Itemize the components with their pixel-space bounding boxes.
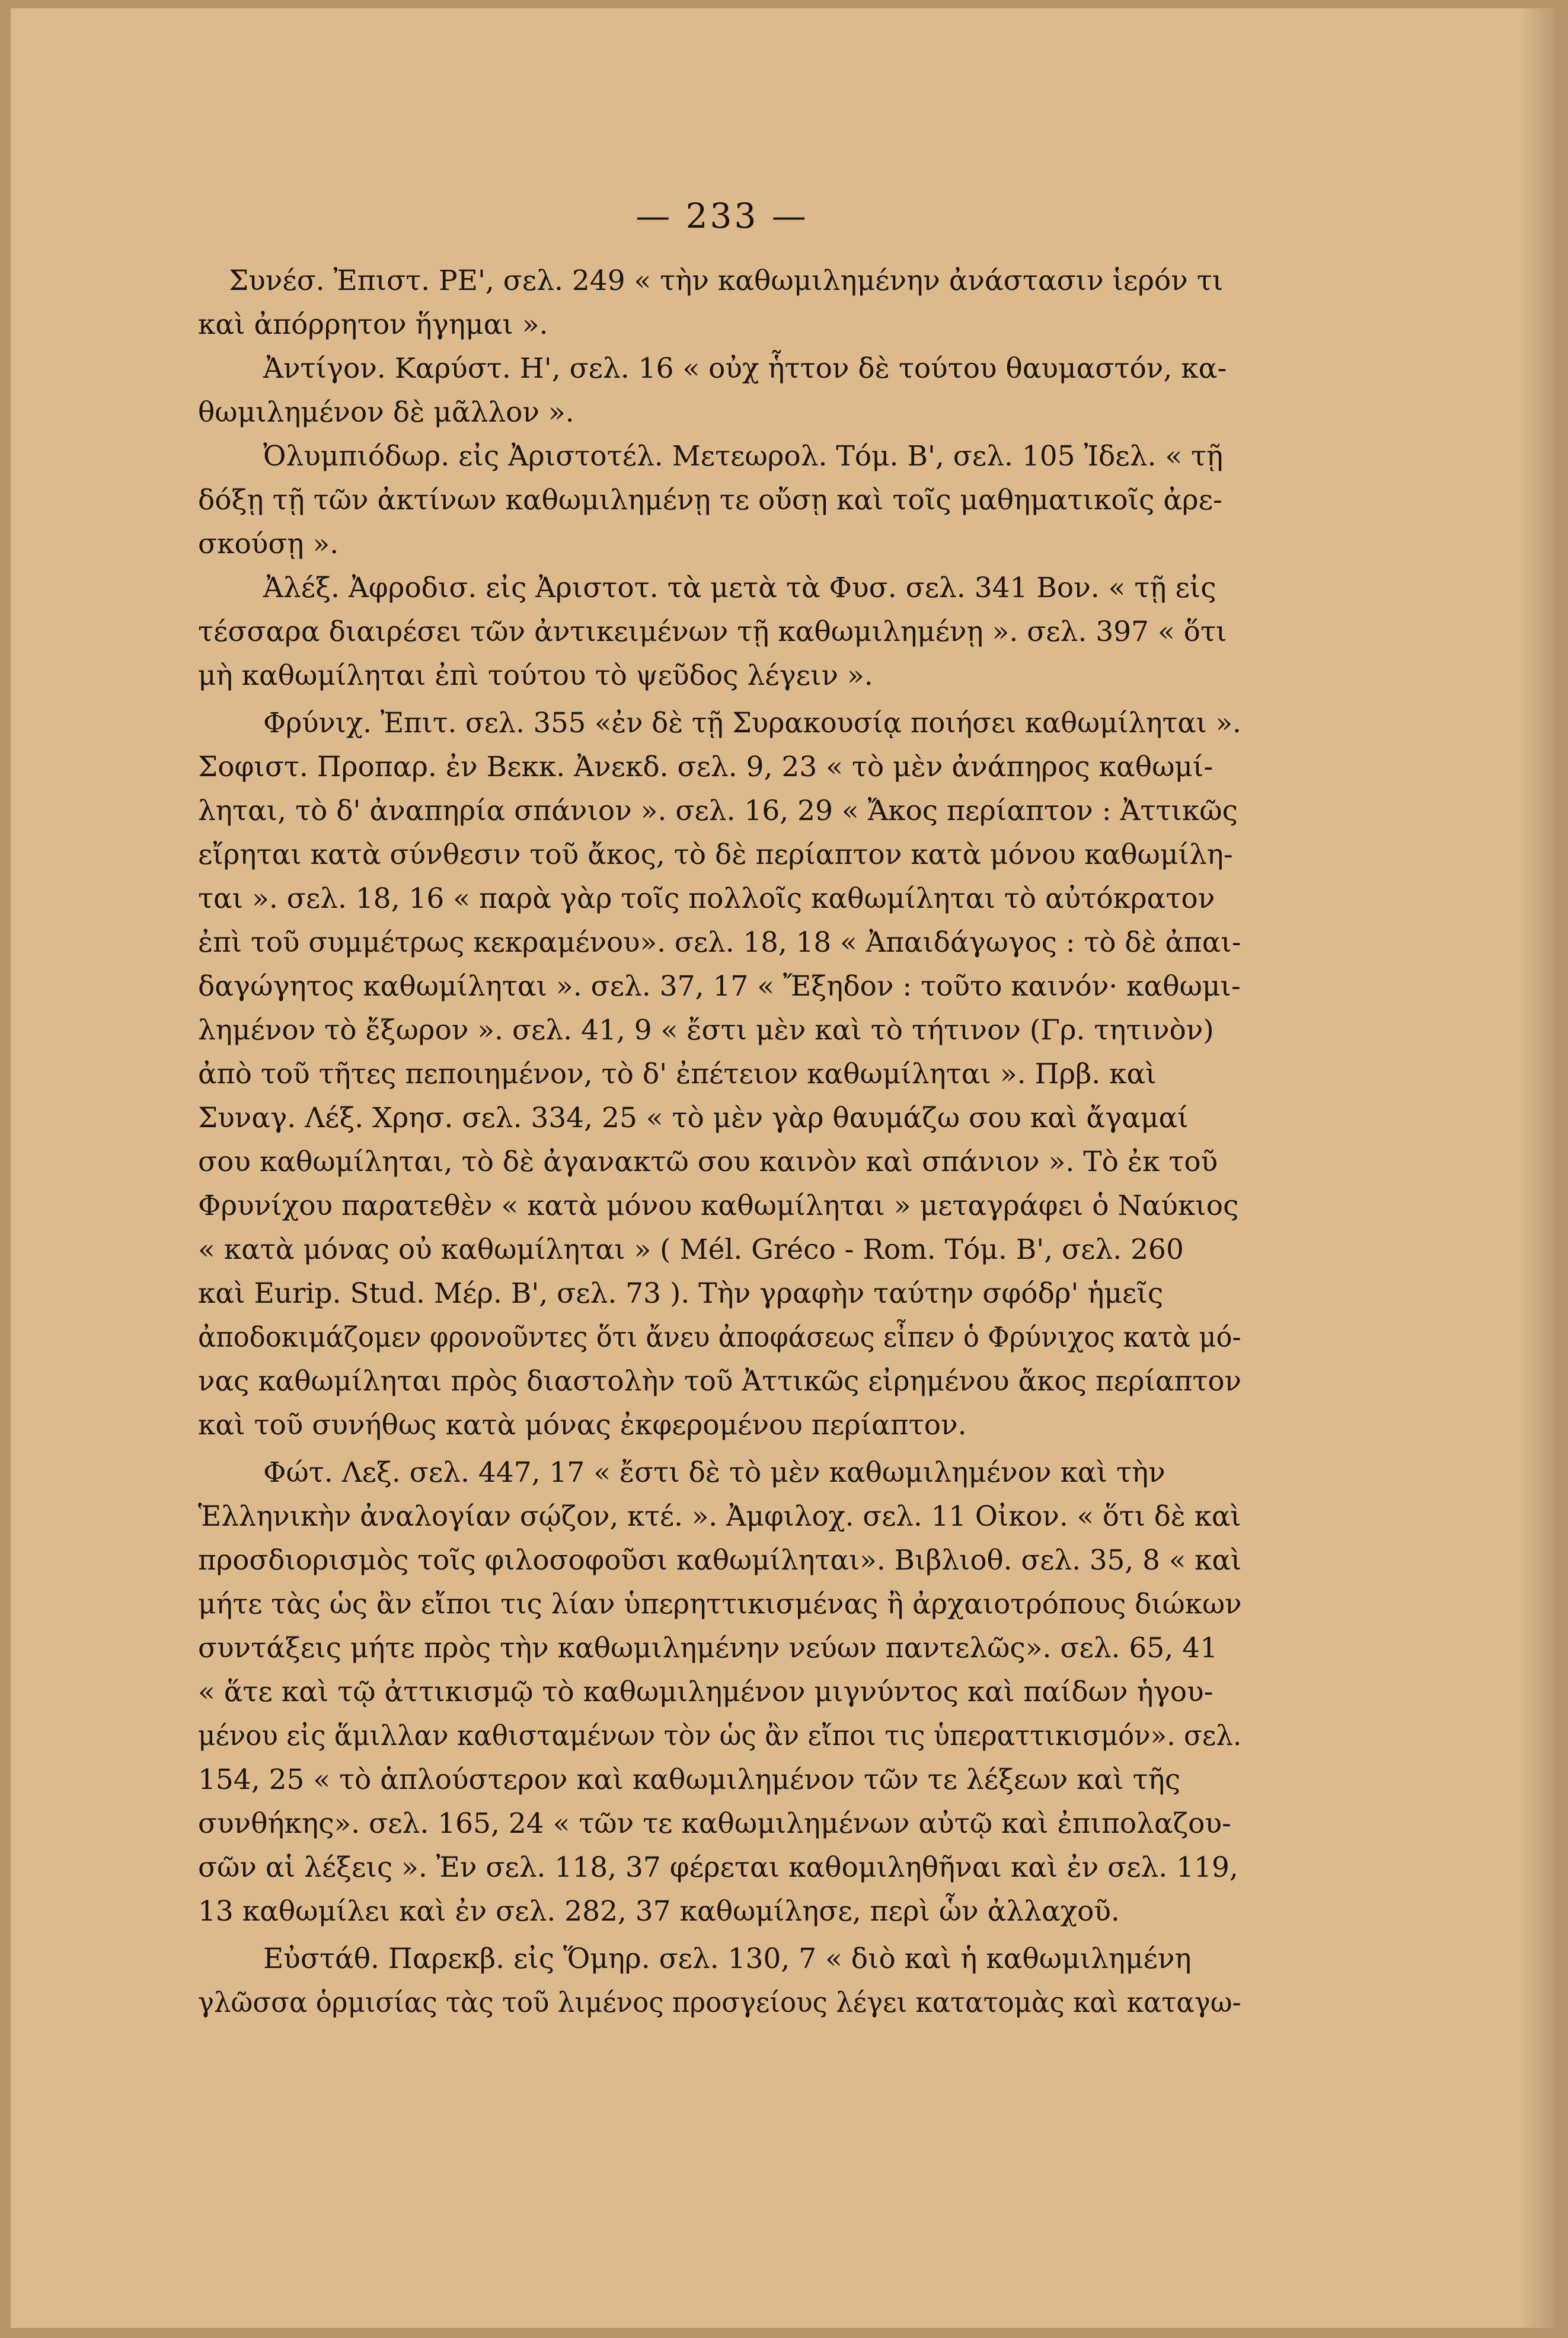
- text-line: 154, 25 « τὸ ἁπλούστερον καὶ καθωμιλημένον τῶν τε λέξεων καὶ τῆς: [198, 1763, 1181, 1796]
- text-line: δαγώγητος καθωμίληται ». σελ. 37, 17 « Ἔξηδον : τοῦτο καινόν· καθωμι-: [198, 970, 1241, 1003]
- text-line: ληται, τὸ δ' ἀναπηρία σπάνιον ». σελ. 16, 29 « Ἄκος περίαπτον : Ἀττικῶς: [198, 795, 1238, 827]
- document-page: [11, 8, 1555, 2328]
- text-line: Ἀλέξ. Ἀφροδισ. εἰς Ἀριστοτ. τὰ μετὰ τὰ Φυσ. σελ. 341 Βον. « τῇ εἰς: [263, 572, 1216, 604]
- text-line: Ἑλληνικὴν ἀναλογίαν σῴζον, κτέ. ». Ἀμφιλοχ. σελ. 11 Οἰκον. « ὅτι δὲ καὶ: [198, 1500, 1241, 1533]
- text-line: Ὀλυμπιόδωρ. εἰς Ἀριστοτέλ. Μετεωρολ. Τόμ. Β', σελ. 105 Ἰδελ. « τῇ: [263, 440, 1224, 473]
- page-number: — 233 —: [635, 196, 809, 236]
- page-edge-shadow: [1519, 8, 1555, 2328]
- text-line: 13 καθωμίλει καὶ ἐν σελ. 282, 37 καθωμίλησε, περὶ ὧν ἀλλαχοῦ.: [198, 1895, 1120, 1928]
- text-line: Φρύνιχ. Ἐπιτ. σελ. 355 «ἐν δὲ τῇ Συρακουσίᾳ ποιήσει καθωμίληται ».: [263, 707, 1241, 739]
- text-line: ἐπὶ τοῦ συμμέτρως κεκραμένου». σελ. 18, 18 « Ἀπαιδάγωγος : τὸ δὲ ἀπαι-: [198, 926, 1241, 959]
- text-line: μήτε τὰς ὡς ἂν εἴποι τις λίαν ὑπερηττικισμένας ἢ ἀρχαιοτρόπους διώκων: [198, 1588, 1242, 1621]
- text-line: καὶ Eurip. Stud. Μέρ. Β', σελ. 73 ). Τὴν γραφὴν ταύτην σφόδρ' ἡμεῖς: [198, 1277, 1164, 1310]
- text-line: « κατὰ μόνας οὐ καθωμίληται » ( Mél. Gréco - Rom. Τόμ. Β', σελ. 260: [198, 1233, 1184, 1266]
- text-line: σκούσῃ ».: [198, 528, 339, 560]
- text-line: ἀπὸ τοῦ τῆτες πεποιημένον, τὸ δ' ἐπέτειον καθωμίληται ». Πρβ. καὶ: [198, 1058, 1157, 1090]
- text-line: Συνέσ. Ἐπιστ. ΡΕ', σελ. 249 « τὴν καθωμιλημένην ἀνάστασιν ἱερόν τι: [229, 264, 1224, 297]
- text-line: σῶν αἱ λέξεις ». Ἐν σελ. 118, 37 φέρεται καθομιληθῆναι καὶ ἐν σελ. 119,: [198, 1851, 1238, 1884]
- text-line: συνθήκης». σελ. 165, 24 « τῶν τε καθωμιλημένων αὐτῷ καὶ ἐπιπολαζου-: [198, 1807, 1231, 1840]
- text-line: ται ». σελ. 18, 16 « παρὰ γὰρ τοῖς πολλοῖς καθωμίληται τὸ αὐτόκρατον: [198, 882, 1215, 915]
- text-line: Φρυνίχου παρατεθὲν « κατὰ μόνου καθωμίληται » μεταγράφει ὁ Ναύκιος: [198, 1189, 1239, 1222]
- text-line: Συναγ. Λέξ. Χρησ. σελ. 334, 25 « τὸ μὲν γὰρ θαυμάζω σου καὶ ἄγαμαί: [198, 1102, 1189, 1134]
- text-line: Εὐστάθ. Παρεκβ. εἰς Ὅμηρ. σελ. 130, 7 « διὸ καὶ ἡ καθωμιλημένη: [263, 1943, 1192, 1975]
- text-line: γλῶσσα ὁρμισίας τὰς τοῦ λιμένος προσγείους λέγει κατατομὰς καὶ καταγω-: [198, 1986, 1241, 2019]
- text-line: Σοφιστ. Προπαρ. ἐν Βεκκ. Ἀνεκδ. σελ. 9, 23 « τὸ μὲν ἀνάπηρος καθωμί-: [198, 751, 1213, 783]
- text-line: τέσσαρα διαιρέσει τῶν ἀντικειμένων τῇ καθωμιλημένῃ ». σελ. 397 « ὅτι: [198, 615, 1227, 648]
- text-line: λημένον τὸ ἔξωρον ». σελ. 41, 9 « ἔστι μὲν καὶ τὸ τήτινον (Γρ. τητινὸν): [198, 1014, 1214, 1047]
- text-line: μένου εἰς ἅμιλλαν καθισταμένων τὸν ὡς ἂν εἴποι τις ὑπεραττικισμόν». σελ.: [198, 1720, 1242, 1752]
- text-line: καὶ ἀπόρρητον ἥγημαι ».: [198, 308, 548, 341]
- text-line: Ἀντίγον. Καρύστ. Η', σελ. 16 « οὐχ ἧττον δὲ τούτου θαυμαστόν, κα-: [263, 352, 1227, 385]
- text-line: δόξῃ τῇ τῶν ἀκτίνων καθωμιλημένῃ τε οὔσῃ καὶ τοῖς μαθηματικοῖς ἀρε-: [198, 484, 1222, 516]
- text-line: προσδιορισμὸς τοῖς φιλοσοφοῦσι καθωμίληται». Βιβλιοθ. σελ. 35, 8 « καὶ: [198, 1544, 1242, 1577]
- text-line: μὴ καθωμίληται ἐπὶ τούτου τὸ ψεῦδος λέγειν ».: [198, 659, 873, 692]
- text-line: καὶ τοῦ συνήθως κατὰ μόνας ἐκφερομένου περίαπτον.: [198, 1409, 967, 1441]
- text-line: θωμιλημένον δὲ μᾶλλον ».: [198, 396, 574, 429]
- text-line: ἀποδοκιμάζομεν φρονοῦντες ὅτι ἄνευ ἀποφάσεως εἶπεν ὁ Φρύνιχος κατὰ μό-: [198, 1321, 1241, 1354]
- text-line: εἴρηται κατὰ σύνθεσιν τοῦ ἄκος, τὸ δὲ περίαπτον κατὰ μόνου καθωμίλη-: [198, 838, 1233, 871]
- text-line: σου καθωμίληται, τὸ δὲ ἀγανακτῶ σου καινὸν καὶ σπάνιον ». Τὸ ἐκ τοῦ: [198, 1146, 1218, 1178]
- text-line: Φώτ. Λεξ. σελ. 447, 17 « ἔστι δὲ τὸ μὲν καθωμιλημένον καὶ τὴν: [263, 1456, 1165, 1489]
- text-line: νας καθωμίληται πρὸς διαστολὴν τοῦ Ἀττικῶς εἰρημένου ἄκος περίαπτον: [198, 1365, 1242, 1398]
- text-line: « ἅτε καὶ τῷ ἀττικισμῷ τὸ καθωμιλημένον μιγνύντος καὶ παίδων ἡγου-: [198, 1676, 1213, 1708]
- text-line: συντάξεις μήτε πρὸς τὴν καθωμιλημένην νεύων παντελῶς». σελ. 65, 41: [198, 1632, 1218, 1664]
